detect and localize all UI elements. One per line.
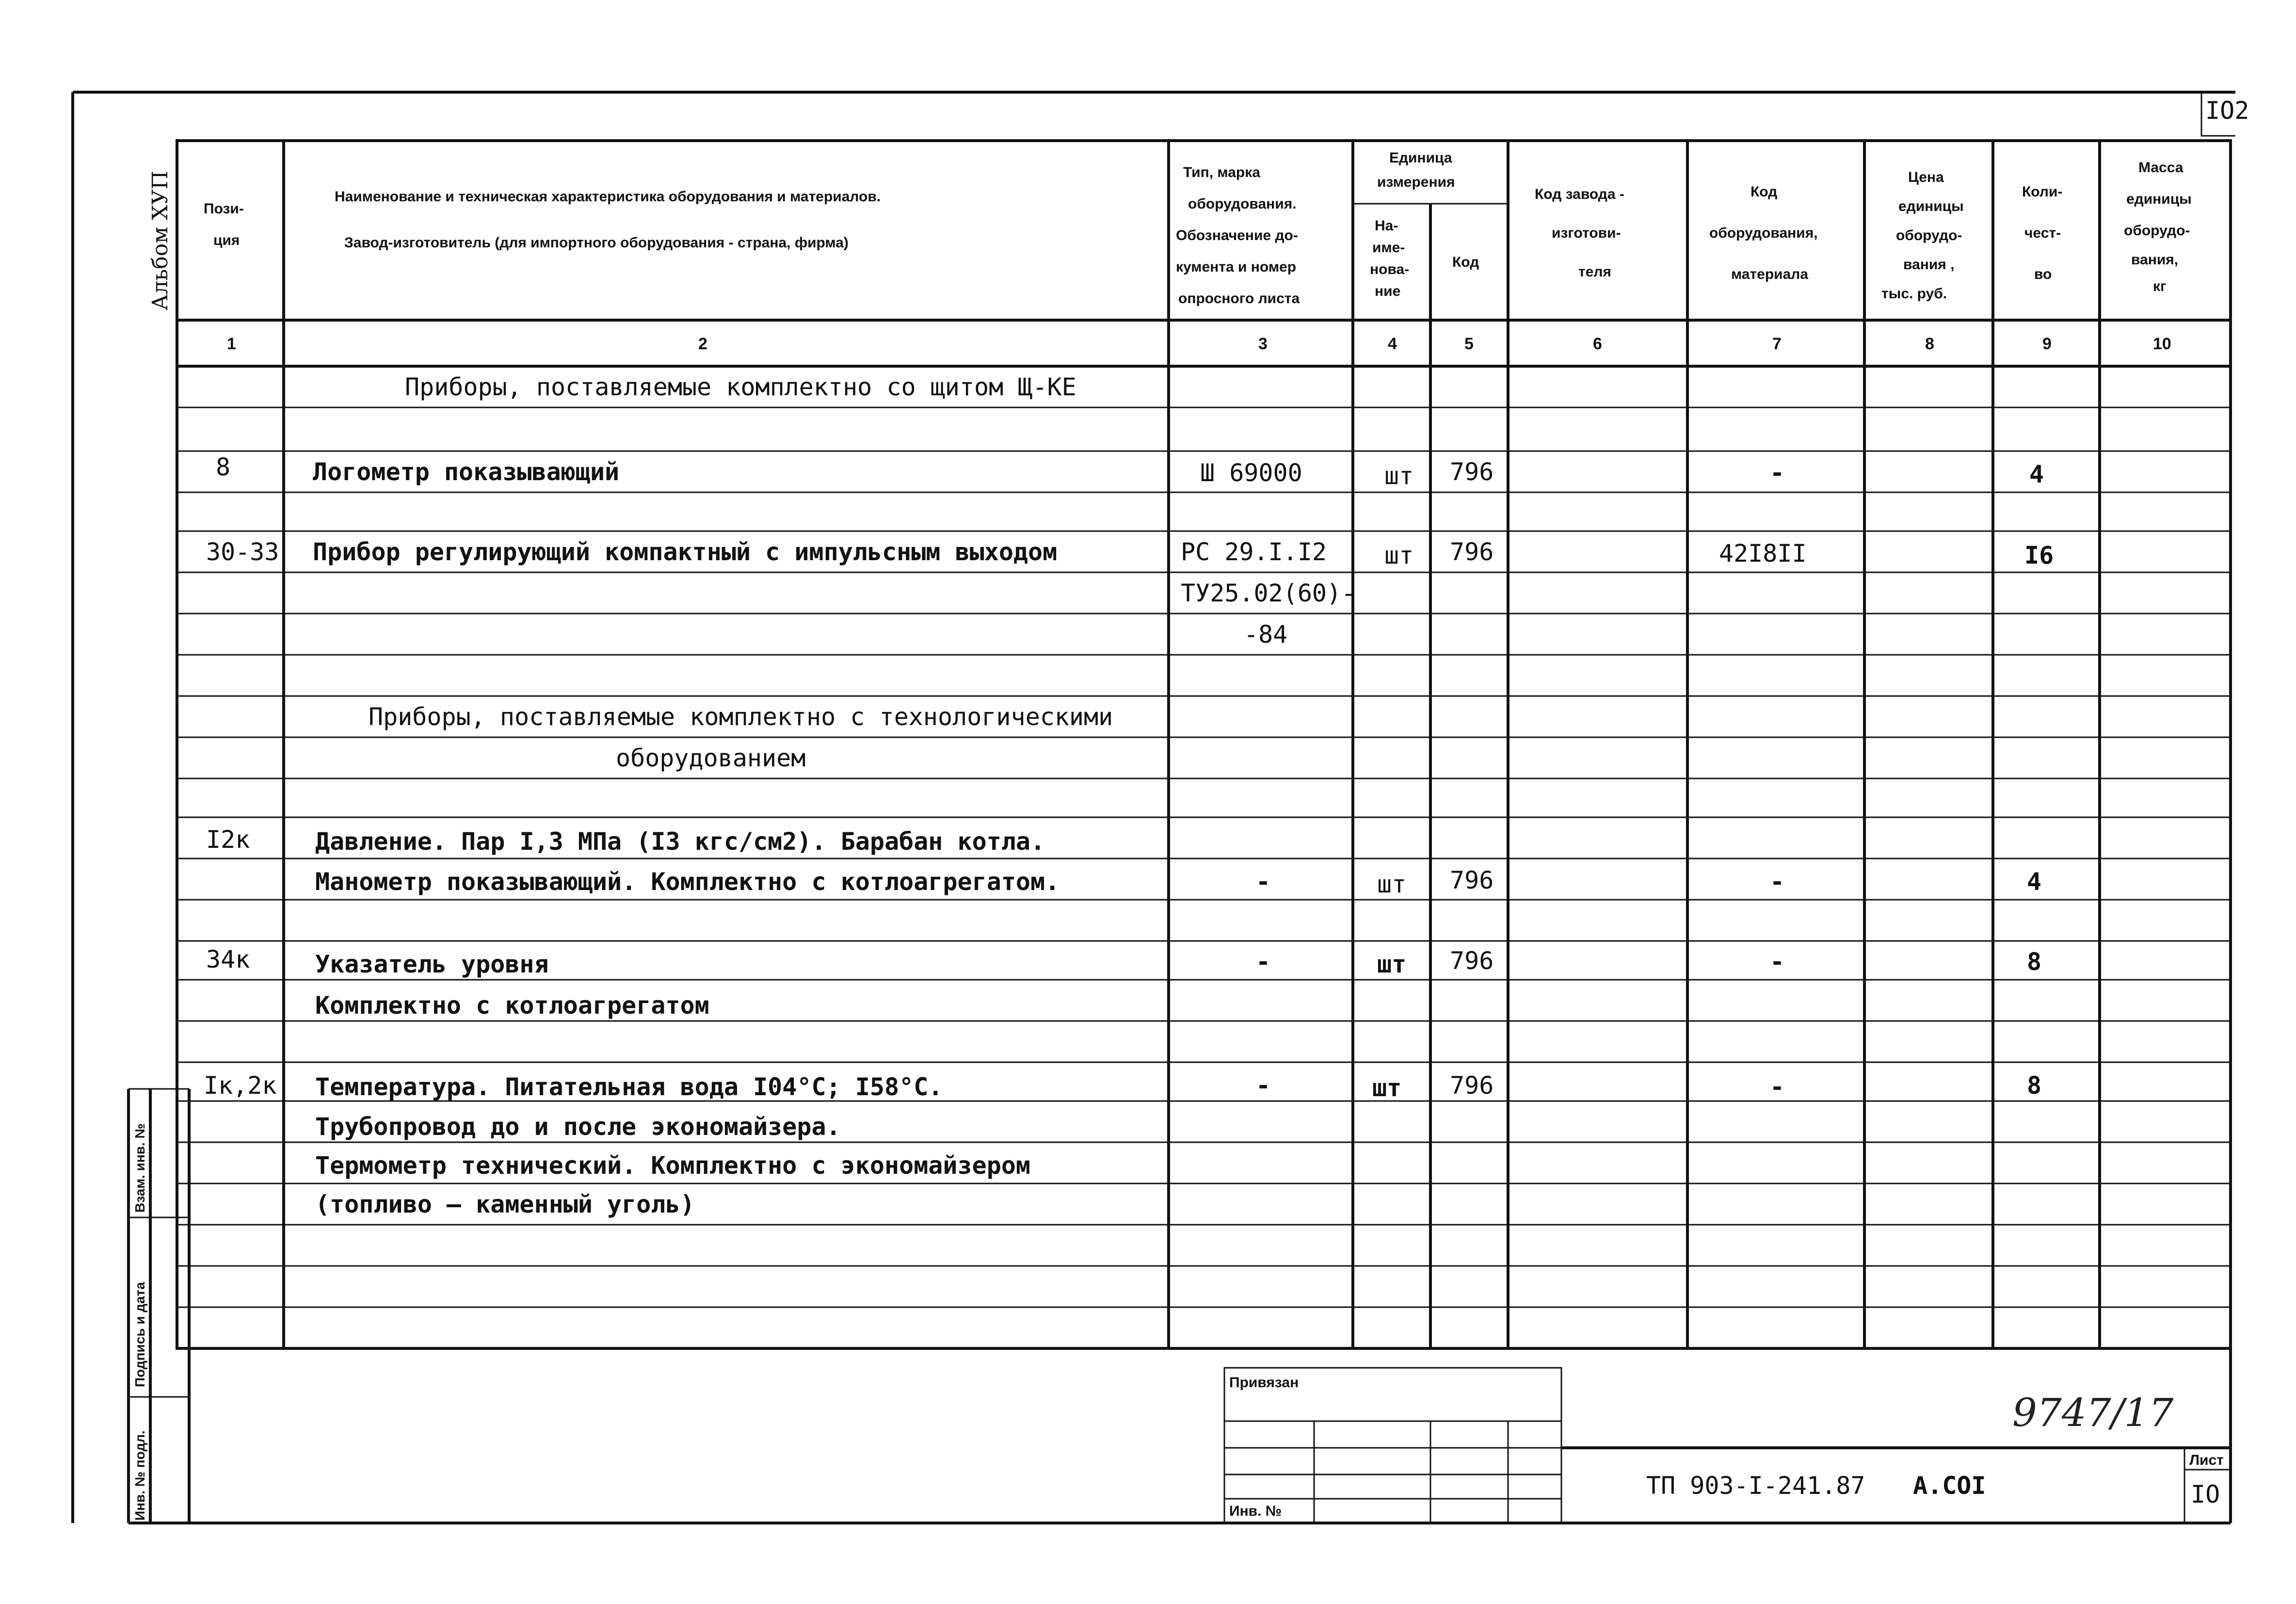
- hdr-col9-l3: во: [2034, 266, 2052, 282]
- r30-qty: I6: [2024, 541, 2054, 569]
- r1-type: -: [1256, 1071, 1271, 1100]
- hdr-col10-l3: оборудо-: [2124, 223, 2190, 239]
- r1-mat: -: [1770, 1073, 1785, 1101]
- r30-unit: шт: [1384, 541, 1414, 569]
- r30-name: Прибор регулирующий компактный с импульсным выходом: [313, 538, 1058, 566]
- hdr-col2-l1: Наименование и техническая характеристика оборудования и материалов.: [335, 189, 881, 205]
- r12-mat: -: [1770, 868, 1785, 896]
- hdr-col8-l1: Цена: [1908, 169, 1944, 185]
- r12-pos: I2к: [206, 826, 250, 854]
- side-label-vzam: Взам. инв. №: [132, 1123, 147, 1213]
- hdr-col1-l1: Пози-: [204, 201, 244, 217]
- r1-name2: Трубопровод до и после экономайзера.: [315, 1113, 841, 1141]
- hdr-col10-l2: единицы: [2126, 191, 2192, 207]
- hdr-col1-l2: ция: [213, 232, 240, 248]
- hdr-col10-l4: вания,: [2131, 252, 2179, 268]
- handwritten-number: 9747/17: [2012, 1390, 2174, 1435]
- stamp-list-number: IO: [2191, 1480, 2220, 1508]
- hdr-col4-l1: На-: [1375, 218, 1398, 234]
- colnum-4: 4: [1388, 335, 1397, 353]
- r8-code: 796: [1450, 458, 1494, 486]
- r8-mat: -: [1770, 459, 1785, 487]
- colnum-1: 1: [227, 335, 236, 353]
- r8-type: Ш 69000: [1200, 459, 1302, 487]
- colnum-5: 5: [1464, 335, 1474, 353]
- r8-unit: шт: [1384, 462, 1414, 490]
- r1-qty: 8: [2027, 1071, 2042, 1100]
- hdr-col7-l1: Код: [1750, 184, 1778, 200]
- r34-mat: -: [1770, 948, 1785, 976]
- hdr-col3-l2: оборудования.: [1188, 196, 1297, 212]
- r34-type: -: [1256, 948, 1271, 976]
- r30-type1: РС 29.I.I2: [1181, 538, 1327, 566]
- r1-code: 796: [1450, 1071, 1494, 1100]
- section1-title: Приборы, поставляемые комплектно со щитом Щ-КЕ: [405, 373, 1076, 401]
- hdr-unit-l2: измерения: [1377, 174, 1455, 190]
- r34-unit: шт: [1377, 950, 1407, 978]
- hdr-col6-l2: изготови-: [1552, 225, 1621, 241]
- colnum-10: 10: [2153, 335, 2171, 353]
- hdr-col3-l3: Обозначение до-: [1176, 227, 1298, 243]
- hdr-col6-l1: Код завода -: [1535, 186, 1624, 202]
- r12-unit: шт: [1377, 870, 1407, 898]
- r8-qty: 4: [2029, 460, 2044, 488]
- hdr-col8-l3: оборудо-: [1896, 227, 1962, 243]
- r8-pos: 8: [216, 453, 231, 481]
- r1-name1: Температура. Питательная вода I04°C; I58°C.: [315, 1073, 943, 1101]
- hdr-col4-l3: нова-: [1370, 261, 1410, 277]
- column-number-row: [227, 335, 2171, 353]
- side-label-inv: Инв. № подл.: [132, 1430, 147, 1521]
- hdr-col8-l4: вания ,: [1903, 257, 1955, 273]
- hdr-col4-l2: име-: [1372, 240, 1405, 256]
- hdr-col9-l2: чест-: [2024, 225, 2061, 241]
- hdr-col10-l1: Масса: [2138, 160, 2184, 176]
- r1-name3: Термометр технический. Комплектно с экономайзером: [315, 1151, 1031, 1180]
- hdr-col5: Код: [1452, 254, 1479, 270]
- stamp-inv-no: Инв. №: [1229, 1503, 1282, 1519]
- table-body: [204, 373, 2054, 1218]
- r12-name1: Давление. Пар I,3 МПа (I3 кгс/см2). Барабан котла.: [315, 827, 1045, 856]
- hdr-col8-l2: единицы: [1898, 198, 1964, 214]
- side-strip: [128, 1089, 189, 1523]
- r34-name2: Комплектно с котлоагрегатом: [315, 991, 709, 1020]
- colnum-3: 3: [1258, 335, 1268, 353]
- hdr-unit-l1: Единица: [1389, 150, 1452, 166]
- hdr-col8-l5: тыс. руб.: [1881, 286, 1947, 302]
- hdr-col2-l2: Завод-изготовитель (для импортного оборудования - страна, фирма): [344, 235, 849, 251]
- r12-type: -: [1256, 868, 1271, 896]
- hdr-col3-l1: Тип, марка: [1183, 164, 1260, 180]
- r30-type3: -84: [1244, 620, 1288, 648]
- r12-qty: 4: [2027, 868, 2042, 896]
- r8-name: Логометр показывающий: [313, 458, 620, 486]
- colnum-7: 7: [1772, 335, 1782, 353]
- hdr-col3-l5: опросного листа: [1178, 291, 1300, 307]
- hdr-col7-l3: материала: [1731, 266, 1809, 282]
- r34-qty: 8: [2027, 948, 2042, 976]
- colnum-8: 8: [1925, 335, 1934, 353]
- section2-title-l2: оборудованием: [616, 744, 806, 772]
- colnum-9: 9: [2042, 335, 2052, 353]
- stamp-sheet-code: А.COI: [1913, 1472, 1986, 1500]
- table-header: [204, 150, 2192, 307]
- section2-title-l1: Приборы, поставляемые комплектно с технологическими: [369, 703, 1113, 731]
- title-block: [1224, 1368, 2231, 1523]
- r12-code: 796: [1450, 866, 1494, 894]
- r1-pos: Iк,2к: [204, 1071, 277, 1100]
- r30-type2: ТУ25.02(60)-: [1181, 579, 1356, 607]
- r1-name4: (топливо – каменный уголь): [315, 1190, 695, 1218]
- r12-name2: Манометр показывающий. Комплектно с котлоагрегатом.: [315, 868, 1060, 896]
- colnum-2: 2: [698, 335, 707, 353]
- hdr-col6-l3: теля: [1578, 264, 1611, 280]
- stamp-doc-code: ТП 903-I-241.87: [1646, 1472, 1865, 1500]
- page-corner-number: IO2: [2205, 97, 2249, 125]
- r34-name1: Указатель уровня: [315, 950, 549, 978]
- colnum-6: 6: [1593, 335, 1602, 353]
- hdr-col9-l1: Коли-: [2022, 184, 2063, 200]
- hdr-col10-l5: кг: [2153, 278, 2167, 294]
- r34-code: 796: [1450, 947, 1494, 975]
- hdr-col3-l4: кумента и номер: [1176, 259, 1297, 275]
- r30-code: 796: [1450, 538, 1494, 566]
- r30-mat: 42I8II: [1719, 539, 1807, 567]
- r30-pos: 30-33: [206, 538, 279, 566]
- side-label-podpis: Подпись и дата: [132, 1282, 147, 1387]
- hdr-col4-l4: ние: [1375, 283, 1401, 299]
- hdr-col7-l2: оборудования,: [1709, 225, 1818, 241]
- r34-pos: 34к: [206, 945, 250, 973]
- r1-unit: шт: [1372, 1074, 1402, 1102]
- album-label: Альбом ХУП: [148, 171, 173, 310]
- stamp-privyazan: Привязан: [1229, 1375, 1299, 1391]
- stamp-list-label: Лист: [2189, 1452, 2224, 1468]
